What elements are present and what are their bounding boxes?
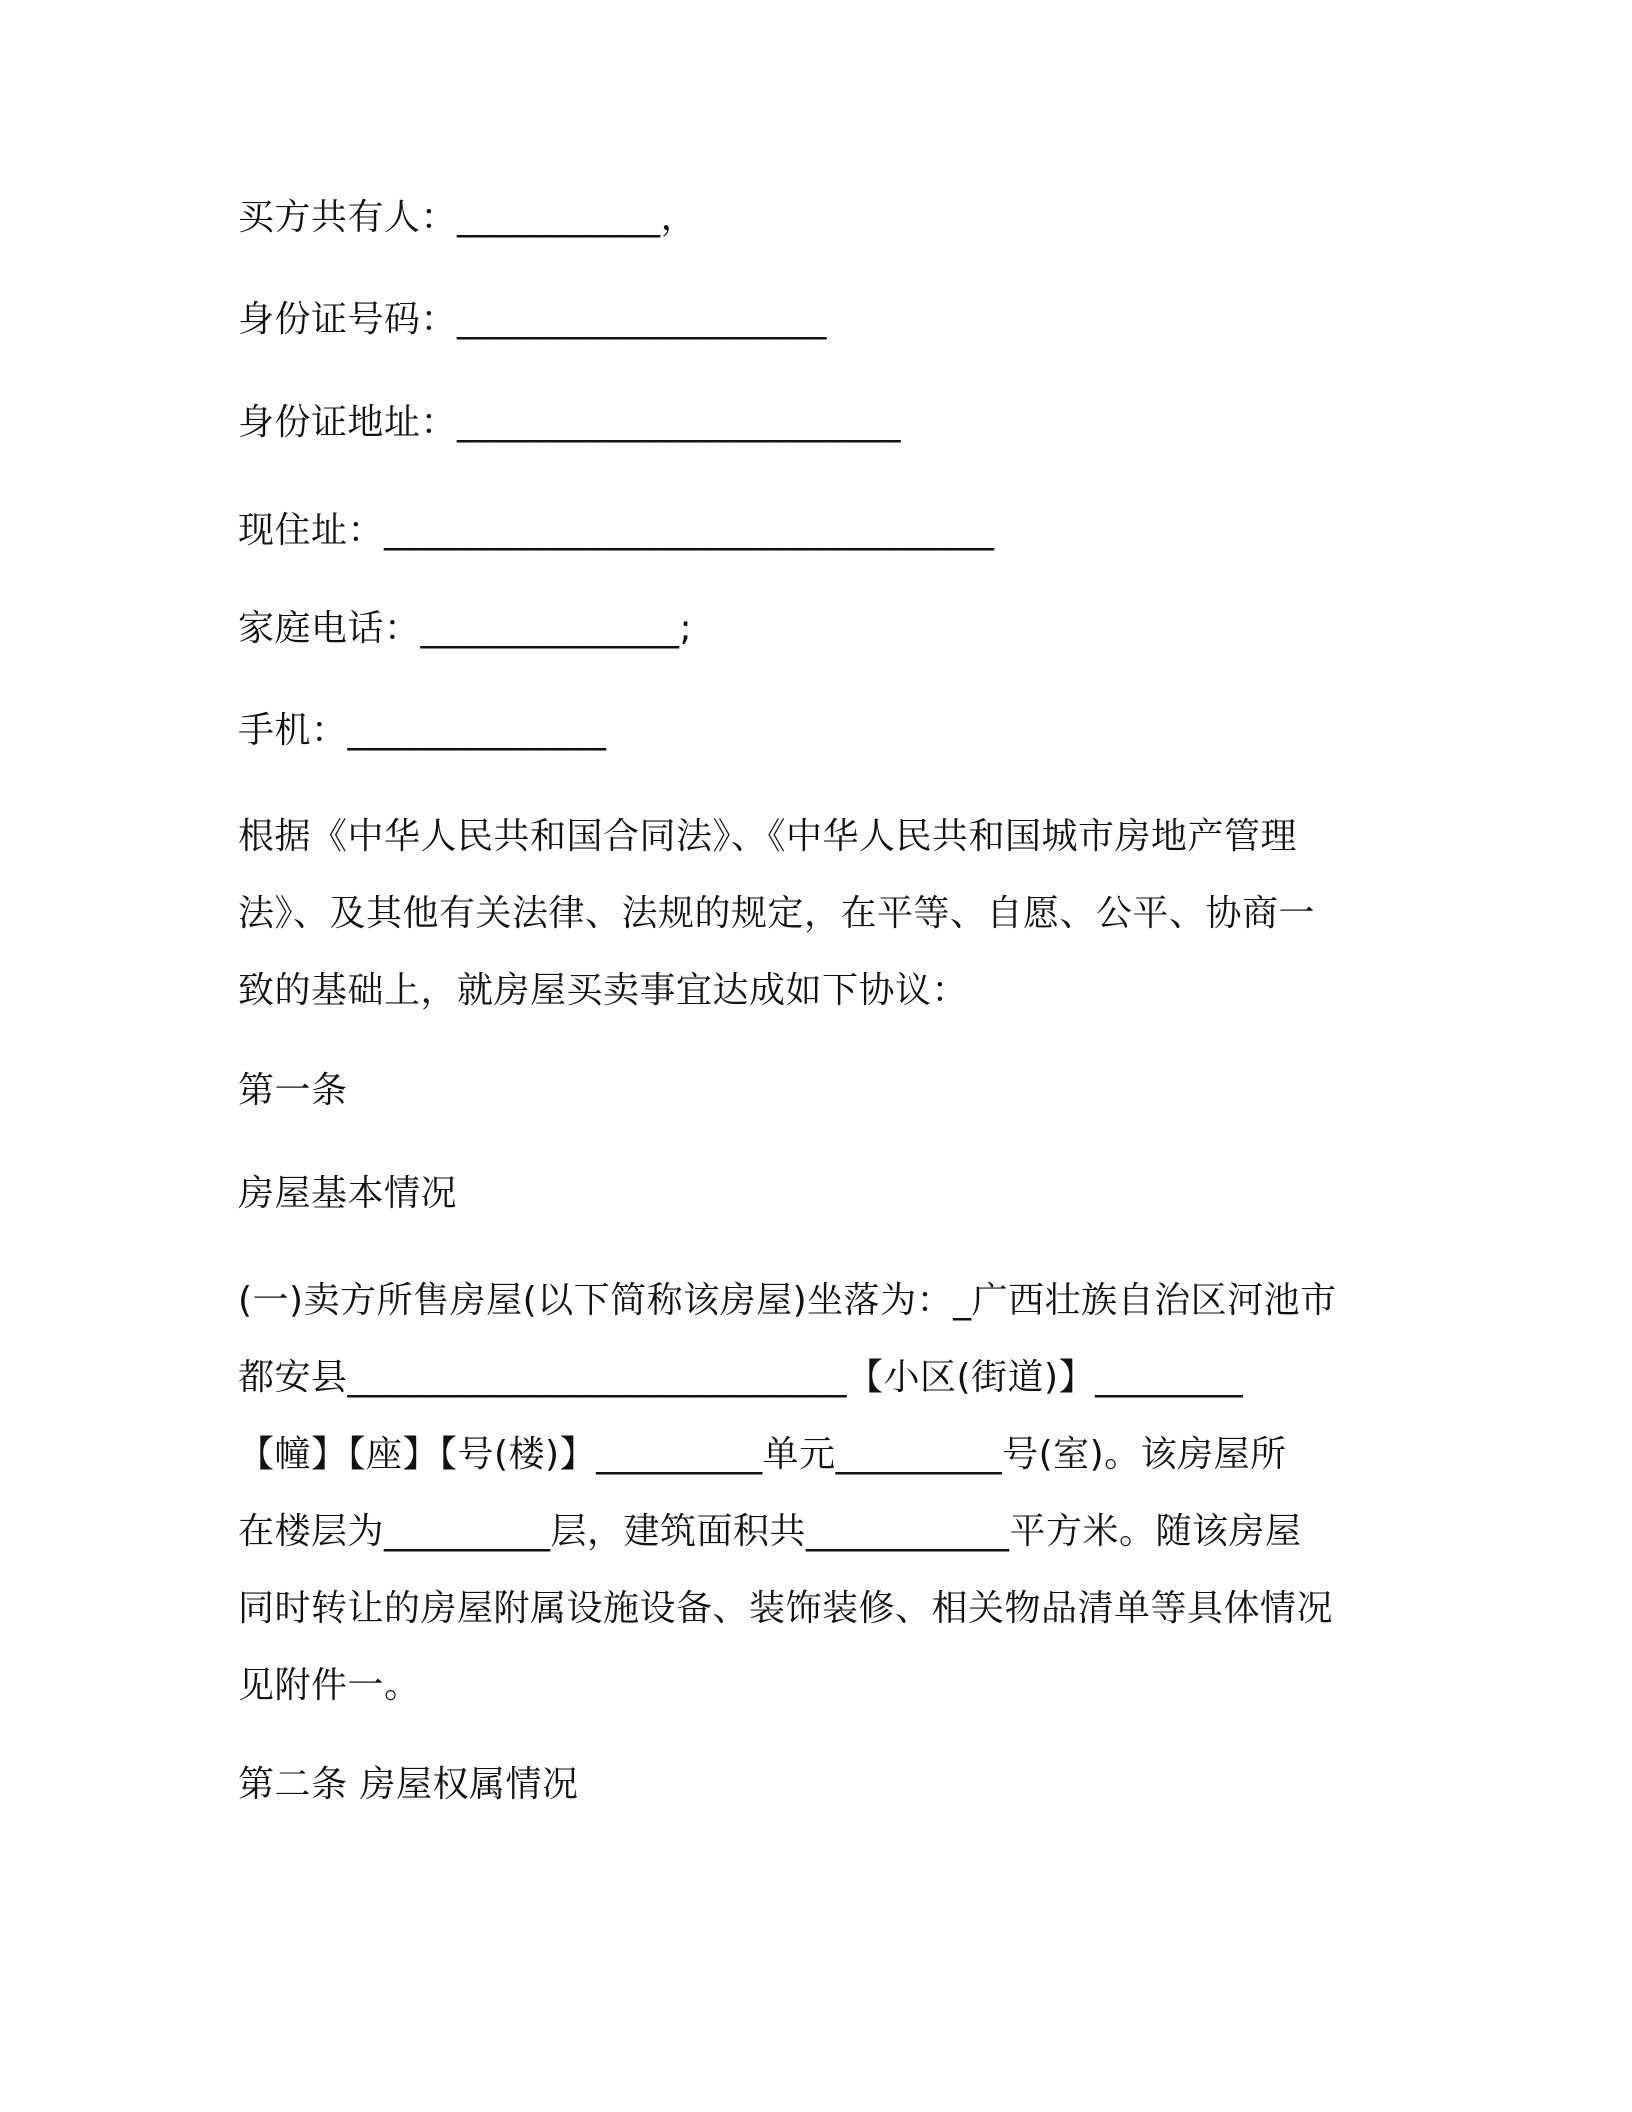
intro-paragraph: 根据《中华人民共和国合同法》、《中华人民共和国城市房地产管理 法》、及其他有关法律、法规的规定，在平等、自愿、公平、协商一 致的基础上，就房屋买卖事宜达成如下协议： bbox=[238, 816, 1316, 1011]
current-address-field: 现住址：_________________________________ bbox=[238, 510, 995, 551]
article-1-title: 房屋基本情况 bbox=[238, 1173, 458, 1214]
buyer-co-owner-field: 买方共有人：___________， bbox=[238, 197, 698, 238]
mobile-phone-field: 手机：______________ bbox=[238, 710, 607, 751]
id-number-field: 身份证号码：____________________ bbox=[238, 299, 828, 340]
article-1-label: 第一条 bbox=[238, 1070, 348, 1111]
id-address-field: 身份证地址：________________________ bbox=[238, 402, 902, 443]
article-2-heading: 第二条 房屋权属情况 bbox=[238, 1764, 579, 1805]
article-1-clause-1: (一)卖方所售房屋(以下简称该房屋)坐落为：_广西壮族自治区河池市 都安县___________________________【小区(街道)】________ 【幢】【座】【号(楼)】_________单元_________号(室)。该房屋所 在楼层为_________层，建筑面积共___________平方米。随该房屋 同时转让的房屋附属设施设备、装饰装修、相关物品清单等具体情况 见附件一。 bbox=[238, 1280, 1337, 1706]
home-phone-field: 家庭电话：______________; bbox=[238, 608, 693, 649]
